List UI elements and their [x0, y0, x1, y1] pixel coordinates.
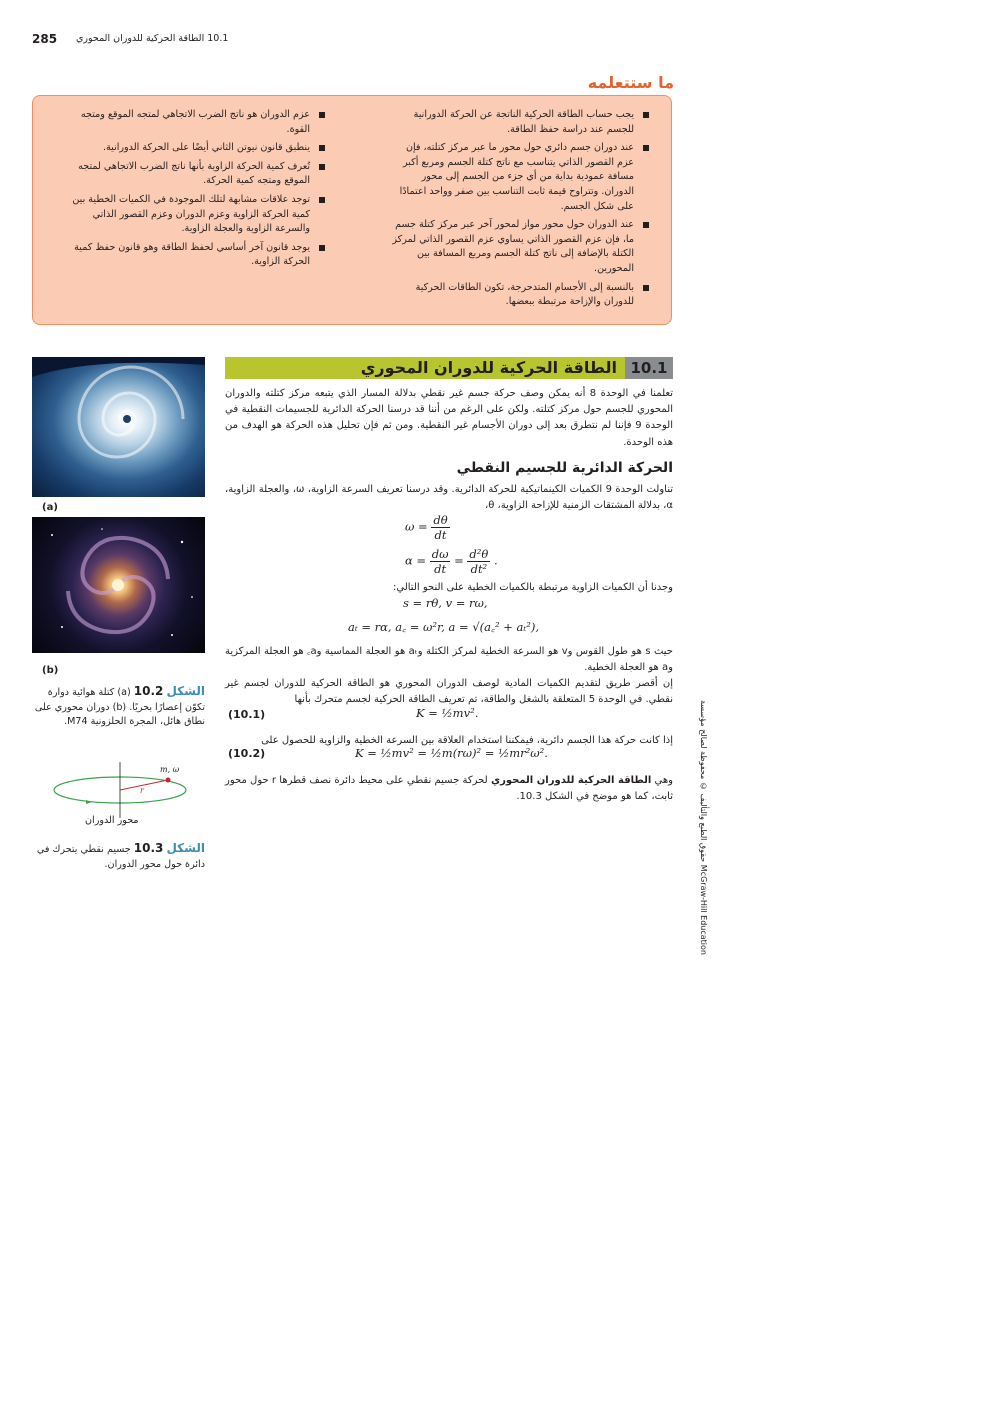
fraction-numerator: dω — [431, 547, 449, 561]
hurricane-illustration — [32, 357, 205, 497]
figure-10-2-text: (a) كتلة هوائية دوارة تكوّن إعصارًا بحريًا. (b) دوران محوري على نطاق هائل، المجرة الحلزونية M74. — [34, 687, 205, 727]
figure-10-2-number: 10.2 — [133, 684, 164, 698]
circular-motion-diagram — [32, 760, 205, 820]
learn-item: عزم الدوران هو ناتج الضرب الاتجاهي لمتجه الموقع ومتجه القوة. — [65, 108, 327, 137]
hurricane-photo — [32, 357, 205, 497]
learn-item: عند دوران جسم دائري حول محور ما عبر مركز كتلته، فإن عزم القصور الذاتي يتناسب مع ناتج كتلة الجسم ومربع أكبر مسافة عمودية بداية من أي جزء من الجسم إلى محور الدوران. وتتراوح قيمة ثابت التناسب بين صفر وواحد اعتمادًا على شكل الجسم. — [387, 141, 651, 214]
kinematics-paragraph: تناولت الوحدة 9 الكميات الكينماتيكية للحركة الدائرية. وقد درسنا تعريف السرعة الزاوية، ω، والعجلة الزاوية، α، بدلالة المشتقات الزمنية للإزاحة الزاوية، θ، — [225, 484, 673, 512]
definition-term: الطاقة الحركية للدوران المحوري — [490, 775, 652, 786]
fraction-numerator: d²θ — [469, 547, 489, 561]
equation-omega-lhs: ω = — [405, 519, 428, 534]
equation-linear-relations: s = rθ, v = rω, — [403, 596, 488, 610]
learn-column-left — [65, 108, 327, 274]
galaxy-photo — [32, 517, 205, 653]
figure-10-2-label: الشكل — [166, 684, 205, 698]
figure-10-2-caption — [32, 684, 205, 730]
figure-10-3-number: 10.3 — [133, 841, 164, 855]
equation-omega — [405, 513, 450, 542]
figure-10-3-caption — [32, 841, 205, 872]
running-head: 10.1 الطاقة الحركية للدوران المحوري — [76, 33, 229, 44]
equation-number-10-1: (10.1) — [228, 708, 266, 721]
learn-item: تُعرف كمية الحركة الزاوية بأنها ناتج الضرب الاتجاهي لمتجه الموقع ومتجه كمية الحركة. — [65, 160, 327, 189]
fraction-denominator: dt — [434, 528, 447, 542]
equation-alpha-fraction-1 — [430, 547, 451, 576]
learn-item: يوجد قانون آخر أساسي لحفظ الطاقة وهو قانون حفظ كمية الحركة الزاوية. — [65, 241, 327, 270]
equation-alpha-fraction-2 — [467, 547, 490, 576]
fraction-denominator: dt² — [470, 562, 488, 576]
radius-line — [120, 780, 168, 790]
point-mass — [166, 778, 171, 783]
learn-item: بالنسبة إلى الأجسام المتدحرجة، تكون الطاقات الحركية للدوران والإزاحة مرتبطة ببعضها. — [387, 281, 651, 310]
rotation-axis-label: محور الدوران — [85, 815, 139, 826]
direction-arrow-icon — [86, 800, 92, 804]
section-number: 10.1 — [630, 359, 668, 377]
definition-rest: لحركة جسيم نقطي على محيط دائرة نصف قطرها r حول محور ثابت، كما هو موضح في الشكل 10.3. — [225, 775, 673, 803]
learn-column-right — [387, 108, 651, 314]
section-title: الطاقة الحركية للدوران المحوري — [360, 358, 617, 377]
fraction-numerator: dθ — [433, 513, 448, 527]
learn-item: ينطبق قانون نيوتن الثاني أيضًا على الحركة الدورانية. — [65, 141, 327, 156]
figure-10-3-text: جسيم نقطي يتحرك في دائرة حول محور الدوران. — [36, 844, 205, 870]
equation-accelerations: aₜ = rα, a꜀ = ω²r, a = √(a꜀² + aₜ²), — [348, 620, 539, 634]
figure-label-b: (b) — [42, 665, 59, 676]
equation-period: . — [493, 553, 498, 568]
rotational-energy-definition — [225, 773, 673, 805]
learn-item: توجد علاقات مشابهة لتلك الموجودة في الكميات الخطية بين كمية الحركة الزاوية وعزم الدوران وعزم القصور الذاتي والسرعة الزاوية والعجلة الزاوية. — [65, 193, 327, 237]
galaxy-illustration — [32, 517, 205, 653]
kinetic-energy-paragraph: إن أقصر طريق لتقديم الكميات المادية لوصف الدوران المحوري هو الطاقة الحركية للدوران لجسم غير نقطي. في الوحدة 5 المتعلقة بالشغل والطاقة، تم تعريف الطاقة الحركية لجسم متحرك بأنها — [225, 678, 673, 706]
equals-sign: = — [454, 553, 464, 568]
copyright-notice: حقوق الطبع والتأليف © محفوظة لصالح مؤسسة McGraw-Hill Education — [699, 700, 708, 955]
equation-10-1: K = ½mv². — [416, 706, 479, 720]
equation-number-10-2: (10.2) — [228, 747, 266, 760]
fraction-denominator: dt — [434, 562, 447, 576]
learn-box-title: ما ستتعلمه — [587, 73, 674, 92]
circular-motion-paragraph: إذا كانت حركة هذا الجسم دائرية، فيمكننا استخدام العلاقة بين السرعة الخطية والزاوية للحصول على — [261, 735, 673, 746]
intro-paragraph: تعلمنا في الوحدة 8 أنه يمكن وصف حركة جسم غير نقطي بدلالة المسار الذي يتبعه مركز كتلته والدوران المحوري للجسم حول مركز كتلته. ولكن على الرغم من أننا قد درسنا الحركة الدائرية للجسيمات النقطية في الوحدة 9 فإننا لم نتطرق بعد إلى دوران الأجسام غير النقطية. ومن ثم فإن تحليل هذه الحركة هو الهدف من هذه الوحدة. — [225, 388, 674, 448]
subsection-heading: الحركة الدائرية للجسيم النقطي — [456, 460, 673, 476]
equation-omega-fraction — [431, 513, 449, 542]
radius-label: r — [140, 786, 144, 795]
linear-relations-intro: وجدنا أن الكميات الزاوية مرتبطة بالكميات الخطية على النحو التالي: — [393, 582, 673, 593]
variables-paragraph: حيث s هو طول القوس وv هو السرعة الخطية لمركز الكتلة وaₜ هو العجلة المماسية وa꜀ هو العجلة المركزية وa هو العجلة الخطية. — [225, 646, 673, 674]
learn-box — [32, 95, 672, 325]
definition-prefix: وهي — [651, 775, 673, 786]
learn-item: عند الدوران حول محور مواز لمحور آخر عبر مركز كتلة جسم ما، فإن عزم القصور الذاتي يساوي عزم القصور الذاتي لمركز الكتلة بالإضافة إلى ناتج كتلة الجسم ومربع المسافة بين المحورين. — [387, 218, 651, 276]
figure-label-a: (a) — [42, 502, 58, 513]
equation-10-2: K = ½mv² = ½m(rω)² = ½mr²ω². — [355, 746, 548, 760]
section-heading-bar — [225, 357, 673, 379]
page-number: 285 — [32, 32, 58, 46]
equation-alpha — [405, 547, 498, 576]
mass-label: m, ω — [160, 765, 180, 774]
equation-alpha-lhs: α = — [405, 553, 427, 568]
figure-10-3-label: الشكل — [166, 841, 205, 855]
learn-item: يجب حساب الطاقة الحركية الناتجة عن الحركة الدورانية للجسم عند دراسة حفظ الطاقة. — [387, 108, 651, 137]
